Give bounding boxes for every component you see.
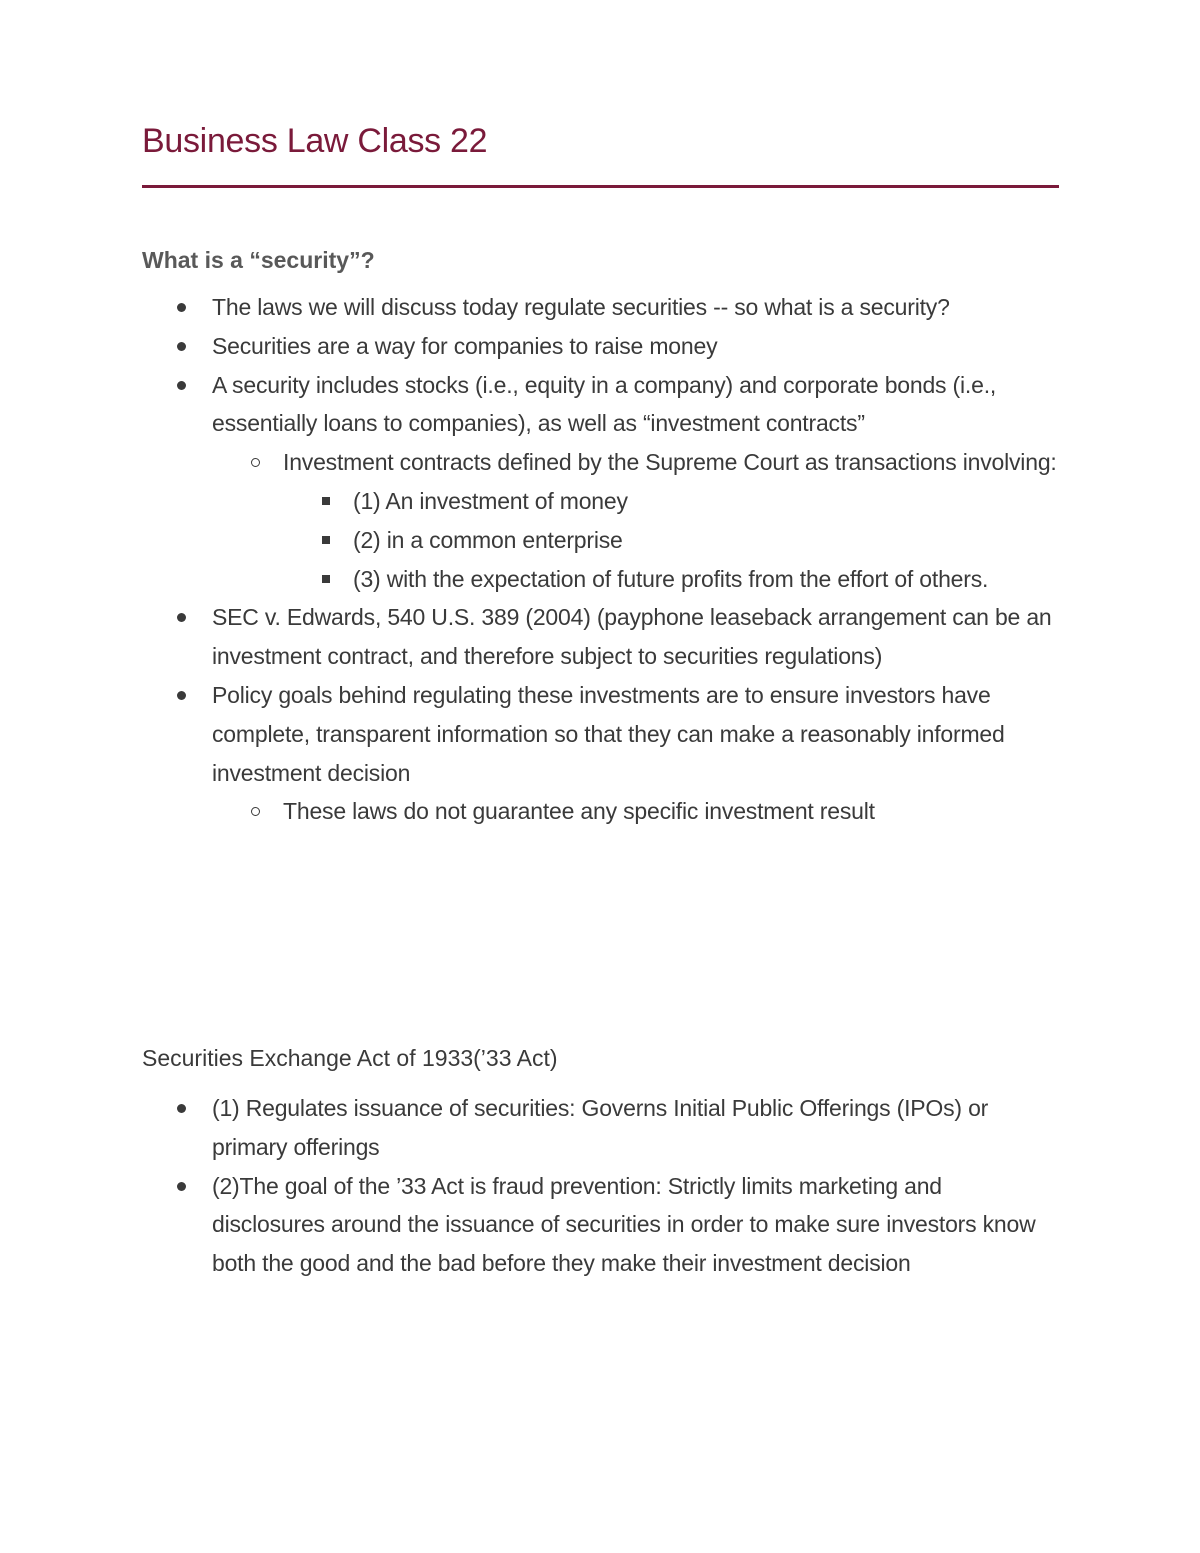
section-heading-securities-act: Securities Exchange Act of 1933(’33 Act): [142, 1045, 558, 1071]
filled-dot-bullet-icon: [177, 381, 186, 390]
list-item-text: (2)The goal of the ’33 Act is fraud prevention: Strictly limits marketing and disclosures around the issuance of securities in order to make sure investors know both the good and the bad before they make their investment decision: [212, 1172, 1036, 1277]
list-item-text: (1) An investment of money: [353, 487, 628, 514]
filled-square-bullet-icon: [322, 575, 330, 583]
list-item-text: SEC v. Edwards, 540 U.S. 389 (2004) (payphone leaseback arrangement can be an investment contract, and therefore subject to securities regulations): [212, 604, 1052, 670]
section1-list: [142, 288, 1060, 831]
title-divider: [142, 185, 1059, 188]
sub-list-item: [142, 792, 1060, 831]
filled-dot-bullet-icon: [177, 1182, 186, 1191]
list-item-text: Securities are a way for companies to raise money: [212, 332, 718, 359]
filled-square-bullet-icon: [322, 497, 330, 505]
document-title: Business Law Class 22: [142, 122, 488, 160]
list-item-text: A security includes stocks (i.e., equity in a company) and corporate bonds (i.e., essentially loans to companies), as well as “investment contracts”: [212, 371, 997, 437]
hollow-circle-bullet-icon: [251, 458, 260, 467]
filled-square-bullet-icon: [322, 536, 330, 544]
list-item: [142, 1089, 1060, 1167]
list-item: [142, 598, 1060, 676]
list-item-text: (1) Regulates issuance of securities: Governs Initial Public Offerings (IPOs) or primary offerings: [212, 1095, 989, 1160]
list-item-text: Investment contracts defined by the Supreme Court as transactions involving:: [283, 449, 1057, 476]
sub-sub-list-item: [142, 482, 1060, 521]
list-item-text: These laws do not guarantee any specific investment result: [283, 798, 875, 825]
section-heading-what-is-security: What is a “security”?: [142, 247, 375, 273]
filled-dot-bullet-icon: [177, 342, 186, 351]
sub-sub-list-item: [142, 521, 1060, 560]
list-item: [142, 288, 1060, 327]
filled-dot-bullet-icon: [177, 691, 186, 700]
sub-list-item: [142, 443, 1060, 482]
filled-dot-bullet-icon: [177, 613, 186, 622]
sub-sub-list-item: [142, 560, 1060, 599]
list-item: [142, 1167, 1060, 1283]
list-item-text: The laws we will discuss today regulate securities -- so what is a security?: [212, 294, 950, 320]
section2-list: [142, 1089, 1060, 1283]
list-item-text: Policy goals behind regulating these investments are to ensure investors have complete, transparent information so that they can make a reasonably informed investment decision: [212, 681, 1005, 786]
filled-dot-bullet-icon: [177, 1104, 186, 1113]
hollow-circle-bullet-icon: [251, 807, 260, 816]
list-item: [142, 327, 1060, 366]
list-item-text: (2) in a common enterprise: [353, 526, 623, 553]
list-item: [142, 676, 1060, 792]
list-item: [142, 366, 1060, 444]
list-item-text: (3) with the expectation of future profits from the effort of others.: [353, 565, 989, 592]
filled-dot-bullet-icon: [177, 303, 186, 312]
